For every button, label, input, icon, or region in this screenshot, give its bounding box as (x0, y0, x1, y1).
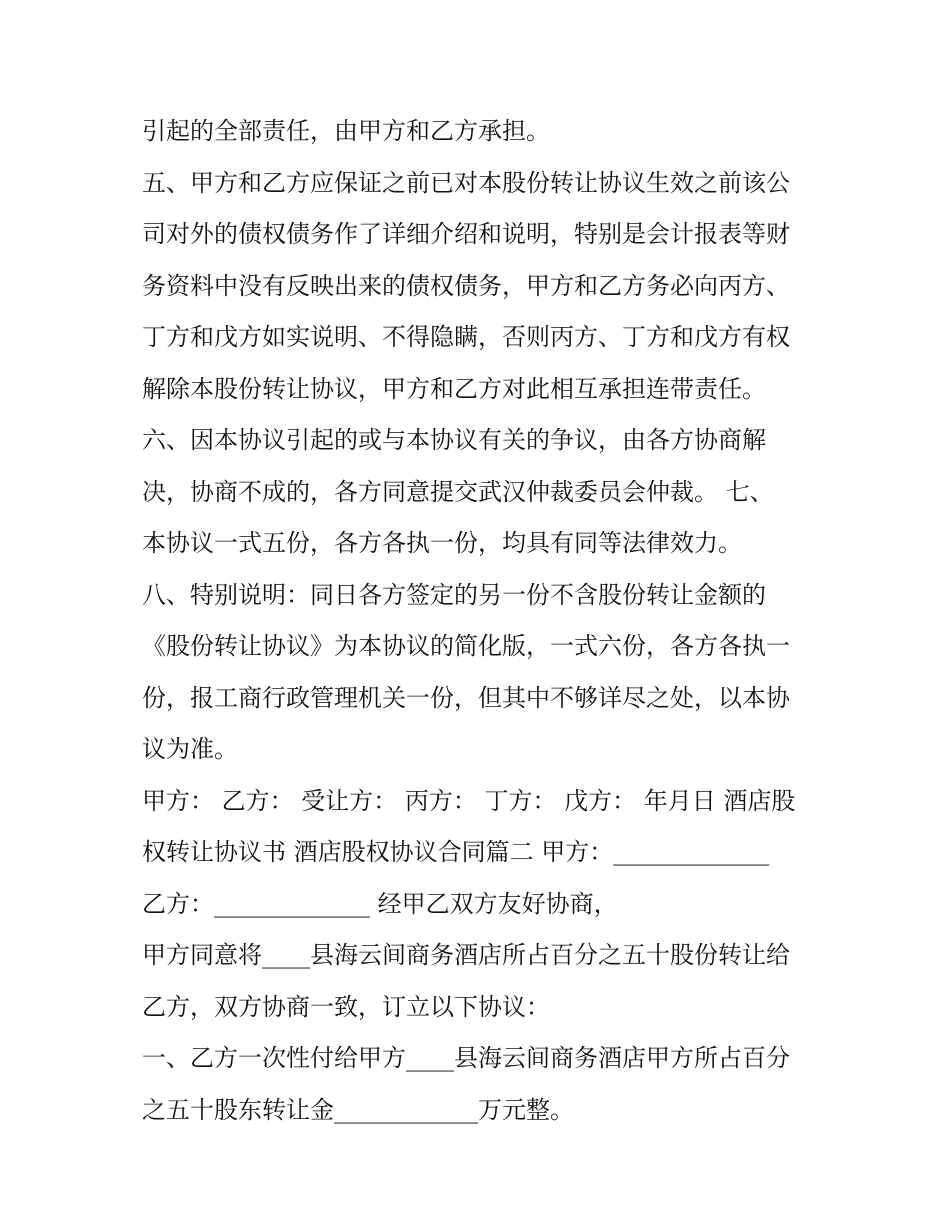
text-line: 引起的全部责任，由甲方和乙方承担。 (142, 117, 550, 145)
text-line: 乙方：_____________ 经甲乙双方友好协商， (142, 889, 618, 918)
text-line: 权转让协议书 酒店股权协议合同篇二 甲方：_____________ (142, 838, 770, 866)
text-line: 《股份转让协议》为本协议的简化版，一式六份，各方各执一 (142, 632, 790, 660)
text-line: 决，协商不成的，各方同意提交武汉仲裁委员会仲裁。 七、 (142, 477, 774, 506)
text-line: 八、特别说明：同日各方签定的另一份不含股份转让金额的 (142, 580, 766, 609)
text-line: 丁方和戊方如实说明、不得隐瞒，否则丙方、丁方和戊方有权 (142, 323, 790, 351)
text-line: 六、因本协议引起的或与本协议有关的争议，由各方协商解 (142, 426, 766, 454)
text-line: 乙方，双方协商一致，订立以下协议： (142, 992, 550, 1021)
text-line: 甲方： 乙方： 受让方： 丙方： 丁方： 戊方： 年月日 酒店股 (142, 786, 796, 815)
text-line: 议为准。 (142, 735, 238, 763)
text-line: 司对外的债权债务作了详细介绍和说明，特别是会计报表等财 (142, 220, 790, 248)
text-line: 务资料中没有反映出来的债权债务，甲方和乙方务必向丙方、 (142, 271, 790, 300)
text-line: 甲方同意将____县海云间商务酒店所占百分之五十股份转让给 (142, 941, 790, 969)
text-line: 之五十股东转让金____________万元整。 (142, 1095, 574, 1124)
text-line: 本协议一式五份，各方各执一份，均具有同等法律效力。 (142, 529, 742, 557)
text-line: 一、乙方一次性付给甲方____县海云间商务酒店甲方所占百分 (142, 1044, 790, 1072)
contract-body-text (142, 106, 822, 1136)
text-line: 五、甲方和乙方应保证之前已对本股份转让协议生效之前该公 (142, 168, 790, 197)
text-line: 解除本股份转让协议，甲方和乙方对此相互承担连带责任。 (142, 374, 766, 403)
text-line: 份，报工商行政管理机关一份，但其中不够详尽之处，以本协 (142, 683, 790, 712)
